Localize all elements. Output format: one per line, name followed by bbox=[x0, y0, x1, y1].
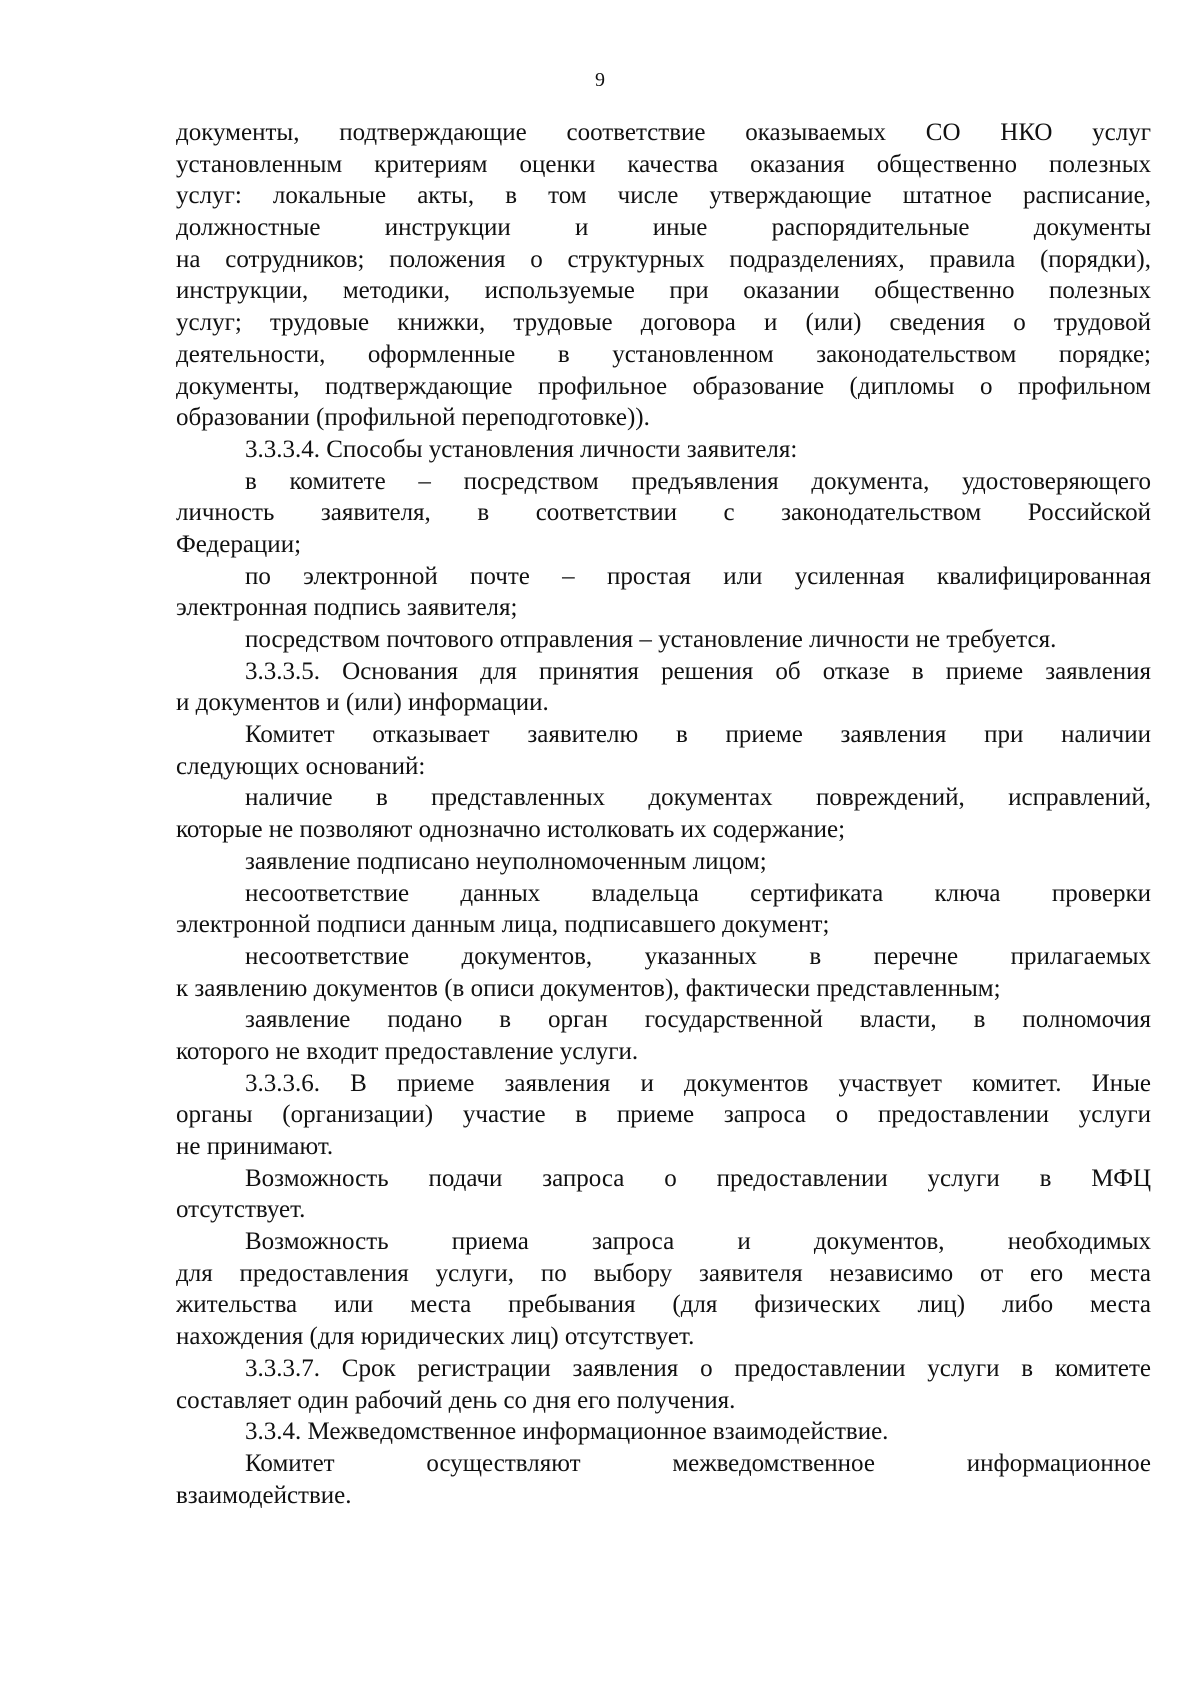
text-line: в комитете – посредством предъявления документа, удостоверяющего bbox=[245, 467, 1151, 495]
text-line: взаимодействие. bbox=[176, 1481, 352, 1509]
list-item-ground-certificate bbox=[176, 878, 1151, 941]
text-line: 3.3.3.4. Способы установления личности заявителя: bbox=[245, 435, 798, 463]
text-line: Возможность приема запроса и документов, необходимых bbox=[245, 1228, 1151, 1256]
list-item-ground-damage bbox=[176, 782, 1151, 845]
text-line: которого не входит предоставление услуги. bbox=[176, 1037, 639, 1065]
text-line: заявление подано в орган государственной власти, в полномочия bbox=[245, 1006, 1151, 1034]
paragraph-mfc-absent bbox=[176, 1163, 1151, 1226]
section-heading-3-3-4 bbox=[176, 1416, 1151, 1448]
text-line: деятельности, оформленные в установленном законодательством порядке; bbox=[176, 340, 1151, 368]
section-heading-3-3-3-6 bbox=[176, 1068, 1151, 1163]
text-line: заявление подписано неуполномоченным лицом; bbox=[245, 847, 767, 875]
text-line: следующих оснований: bbox=[176, 752, 426, 780]
text-line: 3.3.3.5. Основания для принятия решения об отказе в приеме заявления bbox=[245, 657, 1151, 685]
text-line: инструкции, методики, используемые при оказании общественно полезных bbox=[176, 277, 1151, 305]
paragraph-in-committee bbox=[176, 466, 1151, 561]
section-heading-3-3-3-4 bbox=[176, 434, 1151, 466]
paragraph-documents-list bbox=[176, 117, 1151, 434]
paragraph-by-post bbox=[176, 624, 1151, 656]
text-line: посредством почтового отправления – установление личности не требуется. bbox=[245, 626, 1057, 653]
text-line: на сотрудников; положения о структурных подразделениях, правила (порядки), bbox=[176, 245, 1151, 273]
list-item-ground-wrong-authority bbox=[176, 1004, 1151, 1067]
text-line: Комитет отказывает заявителю в приеме заявления при наличии bbox=[245, 721, 1151, 749]
section-heading-3-3-3-5 bbox=[176, 656, 1151, 719]
text-line: электронная подпись заявителя; bbox=[176, 594, 518, 622]
text-line: 3.3.3.7. Срок регистрации заявления о предоставлении услуги в комитете bbox=[245, 1354, 1151, 1382]
text-line: Федерации; bbox=[176, 530, 302, 558]
text-line: услуг; трудовые книжки, трудовые договора и (или) сведения о трудовой bbox=[176, 309, 1151, 337]
paragraph-committee-refuses bbox=[176, 719, 1151, 782]
text-line: 3.3.3.6. В приеме заявления и документов участвует комитет. Иные bbox=[245, 1069, 1151, 1097]
text-line: Возможность подачи запроса о предоставлении услуги в МФЦ bbox=[245, 1164, 1151, 1192]
text-line: составляет один рабочий день со дня его получения. bbox=[176, 1386, 736, 1414]
text-line: должностные инструкции и иные распорядительные документы bbox=[176, 214, 1151, 242]
text-line: по электронной почте – простая или усиленная квалифицированная bbox=[245, 562, 1151, 590]
text-line: которые не позволяют однозначно истолковать их содержание; bbox=[176, 816, 846, 844]
text-line: органы (организации) участие в приеме запроса о предоставлении услуги bbox=[176, 1101, 1151, 1129]
text-line: несоответствие данных владельца сертификата ключа проверки bbox=[245, 879, 1151, 907]
text-line: личность заявителя, в соответствии с законодательством Российской bbox=[176, 499, 1151, 527]
text-line: не принимают. bbox=[176, 1133, 334, 1160]
list-item-ground-unauthorized bbox=[176, 846, 1151, 878]
text-line: наличие в представленных документах повреждений, исправлений, bbox=[245, 784, 1151, 812]
text-line: документы, подтверждающие соответствие оказываемых СО НКО услуг bbox=[176, 119, 1151, 146]
text-line: услуг: локальные акты, в том числе утверждающие штатное расписание, bbox=[176, 182, 1151, 210]
page-number: 9 bbox=[595, 69, 605, 91]
document-body bbox=[176, 117, 1151, 1511]
paragraph-extraterritorial-absent bbox=[176, 1226, 1151, 1353]
text-line: 3.3.4. Межведомственное информационное взаимодействие. bbox=[245, 1418, 889, 1446]
text-line: к заявлению документов (в описи документов), фактически представленным; bbox=[176, 974, 1001, 1002]
text-line: документы, подтверждающие профильное образование (дипломы о профильном bbox=[176, 372, 1151, 400]
section-heading-3-3-3-7 bbox=[176, 1353, 1151, 1416]
text-line: для предоставления услуги, по выбору заявителя независимо от его места bbox=[176, 1259, 1151, 1287]
text-line: образовании (профильной переподготовке)). bbox=[176, 404, 650, 432]
text-line: электронной подписи данным лица, подписавшего документ; bbox=[176, 911, 830, 939]
text-line: отсутствует. bbox=[176, 1196, 306, 1224]
paragraph-committee-interaction bbox=[176, 1448, 1151, 1511]
text-line: нахождения (для юридических лиц) отсутствует. bbox=[176, 1323, 695, 1351]
text-line: Комитет осуществляют межведомственное информационное bbox=[245, 1449, 1151, 1477]
list-item-ground-list-mismatch bbox=[176, 941, 1151, 1004]
text-line: установленным критериям оценки качества оказания общественно полезных bbox=[176, 150, 1151, 178]
text-line: жительства или места пребывания (для физических лиц) либо места bbox=[176, 1291, 1151, 1319]
paragraph-by-email bbox=[176, 561, 1151, 624]
text-line: и документов и (или) информации. bbox=[176, 689, 549, 717]
text-line: несоответствие документов, указанных в перечне прилагаемых bbox=[245, 942, 1151, 970]
